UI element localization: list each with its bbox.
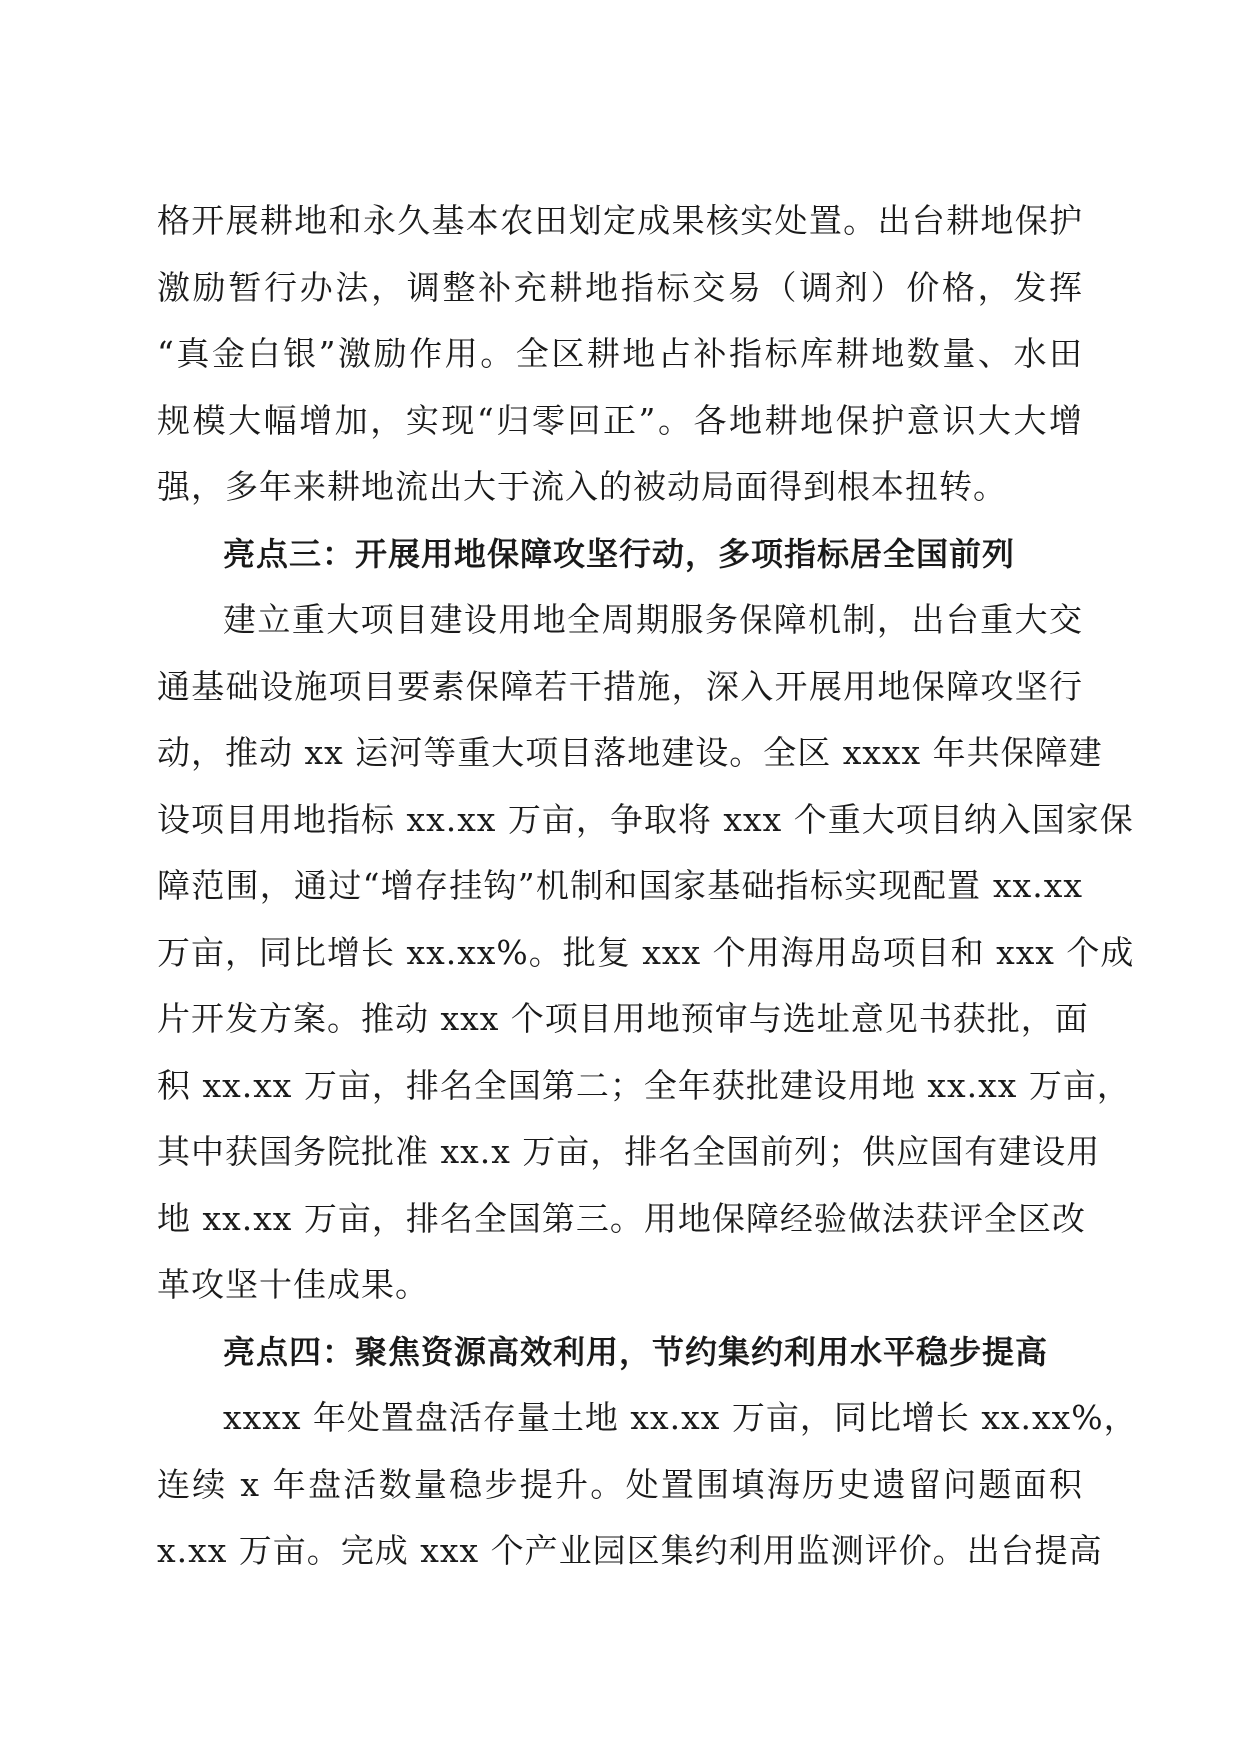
text-line: 万亩，同比增长 xx.xx%。批复 xxx 个用海用岛项目和 xxx 个成: [157, 932, 1135, 972]
text-line: 动，推动 xx 运河等重大项目落地建设。全区 xxxx 年共保障建: [157, 733, 1103, 772]
section-heading-highlight-three: [157, 521, 1083, 588]
paragraph-resource-efficiency: [157, 1385, 1138, 1585]
text-line: “真金白银”激励作用。全区耕地占补指标库耕地数量、水田: [157, 334, 1083, 373]
paragraph-land-use-guarantee: [157, 587, 1135, 1319]
paragraph-cultivated-land-protection: [157, 188, 1083, 521]
text-line: 地 xx.xx 万亩，排名全国第三。用地保障经验做法获评全区改: [157, 1198, 1086, 1238]
text-line: 设项目用地指标 xx.xx 万亩，争取将 xxx 个重大项目纳入国家保: [157, 799, 1134, 839]
heading-text: 亮点四：聚焦资源高效利用，节约集约利用水平稳步提高: [223, 1332, 1049, 1371]
text-line: 建立重大项目建设用地全周期服务保障机制，出台重大交: [223, 600, 1083, 639]
text-line: 革攻坚十佳成果。: [157, 1265, 429, 1304]
document-body: [157, 188, 1138, 1585]
text-line: 连续 x 年盘活数量稳步提升。处置围填海历史遗留问题面积: [157, 1464, 1083, 1504]
text-line: 片开发方案。推动 xxx 个项目用地预审与选址意见书获批，面: [157, 999, 1089, 1038]
text-line: 规模大幅增加，实现“归零回正”。各地耕地保护意识大大增: [157, 400, 1083, 440]
text-line: 激励暂行办法，调整补充耕地指标交易（调剂）价格，发挥: [157, 267, 1083, 307]
text-line: 障范围，通过“增存挂钩”机制和国家基础指标实现配置 xx.xx: [157, 866, 1083, 905]
text-line: 格开展耕地和永久基本农田划定成果核实处置。出台耕地保护: [157, 201, 1083, 240]
text-line: 其中获国务院批准 xx.x 万亩，排名全国前列；供应国有建设用: [157, 1132, 1101, 1171]
text-line: x.xx 万亩。完成 xxx 个产业园区集约利用监测评价。出台提高: [157, 1531, 1103, 1570]
text-line: xxxx 年处置盘活存量土地 xx.xx 万亩，同比增长 xx.xx%，: [223, 1398, 1138, 1437]
heading-text: 亮点三：开展用地保障攻坚行动，多项指标居全国前列: [223, 534, 1016, 573]
text-line: 强，多年来耕地流出大于流入的被动局面得到根本扭转。: [157, 467, 1007, 506]
section-heading-highlight-four: [157, 1319, 1083, 1386]
text-line: 通基础设施项目要素保障若干措施，深入开展用地保障攻坚行: [157, 666, 1083, 706]
text-line: 积 xx.xx 万亩，排名全国第二；全年获批建设用地 xx.xx 万亩，: [157, 1065, 1131, 1105]
